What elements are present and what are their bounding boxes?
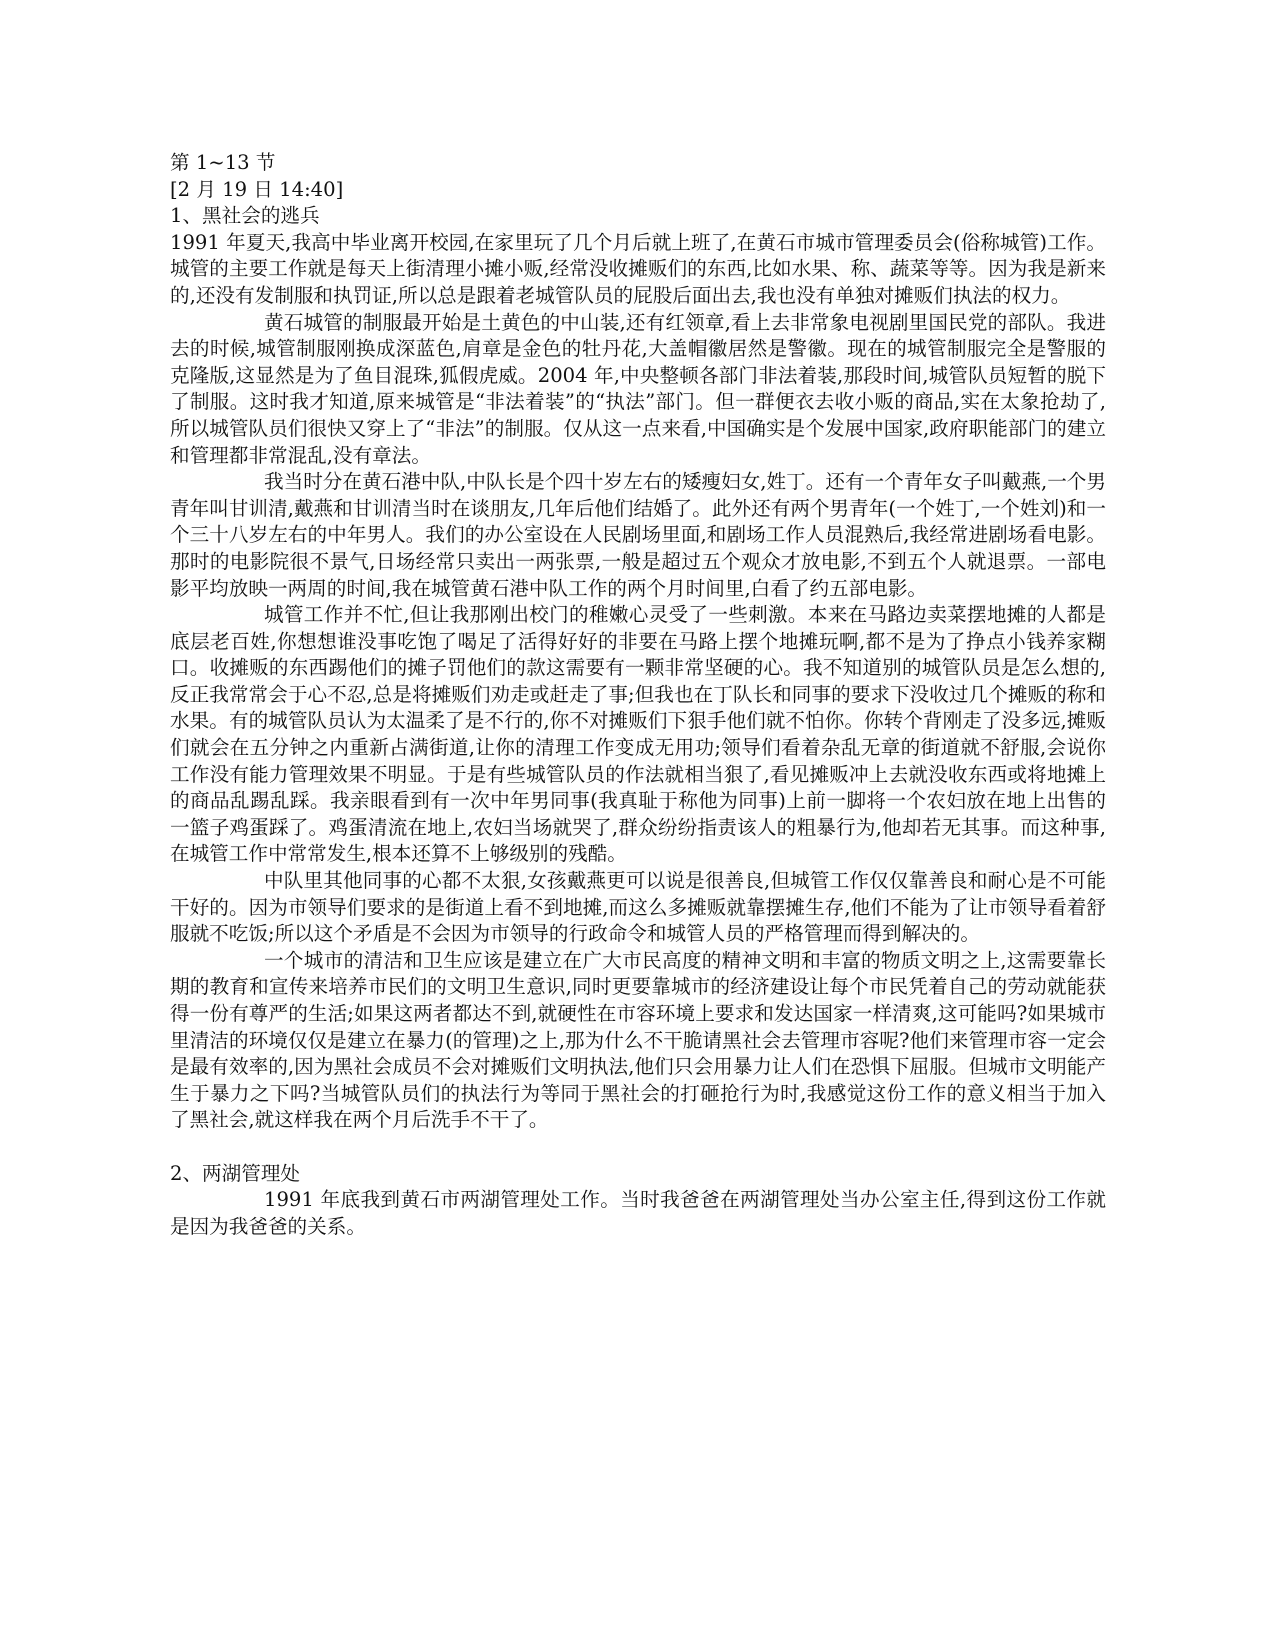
timestamp: [2 月 19 日 14:40] bbox=[170, 177, 344, 201]
section-heading: 1、黑社会的逃兵 bbox=[170, 204, 320, 228]
document-body bbox=[170, 150, 1106, 1240]
paragraph: 城管工作并不忙,但让我那刚出校门的稚嫩心灵受了一些刺激。本来在马路边卖菜摆地摊的人都是底层老百姓,你想想谁没事吃饱了喝足了活得好好的非要在马路上摆个地摊玩啊,都不是为了挣点小钱养家糊口。收摊贩的东西踢他们的摊子罚他们的款这需要有一颗非常坚硬的心。我不知道别的城管队员是怎么想的,反正我常常会于心不忍,总是将摊贩们劝走或赶走了事;但我也在丁队长和同事的要求下没收过几个摊贩的称和水果。有的城管队员认为太温柔了是不行的,你不对摊贩们下狠手他们就不怕你。你转个背刚走了没多远,摊贩们就会在五分钟之内重新占满街道,让你的清理工作变成无用功;领导们看着杂乱无章的街道就不舒服,会说你工作没有能力管理效果不明显。于是有些城管队员的作法就相当狠了,看见摊贩冲上去就没收东西或将地摊上的商品乱踢乱踩。我亲眼看到有一次中年男同事(我真耻于称他为同事)上前一脚将一个农妇放在地上出售的一篮子鸡蛋踩了。鸡蛋清流在地上,农妇当场就哭了,群众纷纷指责该人的粗暴行为,他却若无其事。而这种事,在城管工作中常常发生,根本还算不上够级别的残酷。 bbox=[170, 603, 1106, 866]
paragraph: 中队里其他同事的心都不太狠,女孩戴燕更可以说是很善良,但城管工作仅仅靠善良和耐心是不可能干好的。因为市领导们要求的是街道上看不到地摊,而这么多摊贩就靠摆摊生存,他们不能为了让市领导看着舒服就不吃饭;所以这个矛盾是不会因为市领导的行政命令和城管人员的严格管理而得到解决的。 bbox=[170, 869, 1106, 946]
paragraph: 1991 年夏天,我高中毕业离开校园,在家里玩了几个月后就上班了,在黄石市城市管理委员会(俗称城管)工作。城管的主要工作就是每天上街清理小摊小贩,经常没收摊贩们的东西,比如水果、称、蔬菜等等。因为我是新来的,还没有发制服和执罚证,所以总是跟着老城管队员的屁股后面出去,我也没有单独对摊贩们执法的权力。 bbox=[170, 230, 1106, 307]
paragraph: 1991 年底我到黄石市两湖管理处工作。当时我爸爸在两湖管理处当办公室主任,得到这份工作就是因为我爸爸的关系。 bbox=[170, 1188, 1106, 1238]
paragraph: 我当时分在黄石港中队,中队长是个四十岁左右的矮瘦妇女,姓丁。还有一个青年女子叫戴燕,一个男青年叫甘训清,戴燕和甘训清当时在谈朋友,几年后他们结婚了。此外还有两个男青年(一个姓丁,一个姓刘)和一个三十八岁左右的中年男人。我们的办公室设在人民剧场里面,和剧场工作人员混熟后,我经常进剧场看电影。那时的电影院很不景气,日场经常只卖出一两张票,一般是超过五个观众才放电影,不到五个人就退票。一部电影平均放映一两周的时间,我在城管黄石港中队工作的两个月时间里,白看了约五部电影。 bbox=[170, 470, 1106, 600]
section-spacer bbox=[170, 1134, 1106, 1161]
paragraph: 一个城市的清洁和卫生应该是建立在广大市民高度的精神文明和丰富的物质文明之上,这需要靠长期的教育和宣传来培养市民们的文明卫生意识,同时更要靠城市的经济建设让每个市民凭着自己的劳动就能获得一份有尊严的生活;如果这两者都达不到,就硬性在市容环境上要求和发达国家一样清爽,这可能吗?如果城市里清洁的环境仅仅是建立在暴力(的管理)之上,那为什么不干脆请黑社会去管理市容呢?他们来管理市容一定会是最有效率的,因为黑社会成员不会对摊贩们文明执法,他们只会用暴力让人们在恐惧下屈服。但城市文明能产生于暴力之下吗?当城管队员们的执法行为等同于黑社会的打砸抢行为时,我感觉这份工作的意义相当于加入了黑社会,就这样我在两个月后洗手不干了。 bbox=[170, 948, 1106, 1132]
chapter-title: 第 1~13 节 bbox=[170, 151, 276, 174]
paragraph: 黄石城管的制服最开始是土黄色的中山装,还有红领章,看上去非常象电视剧里国民党的部队。我进去的时候,城管制服刚换成深蓝色,肩章是金色的牡丹花,大盖帽徽居然是警徽。现在的城管制服完全是警服的克隆版,这显然是为了鱼目混珠,狐假虎威。2004 年,中央整顿各部门非法着装,那段时间,城管队员短暂的脱下了制服。这时我才知道,原来城管是“非法着装”的“执法”部门。但一群便衣去收小贩的商品,实在太象抢劫了,所以城管队员们很快又穿上了“非法”的制服。仅从这一点来看,中国确实是个发展中国家,政府职能部门的建立和管理都非常混乱,没有章法。 bbox=[170, 310, 1106, 467]
section-heading: 2、两湖管理处 bbox=[170, 1161, 301, 1185]
